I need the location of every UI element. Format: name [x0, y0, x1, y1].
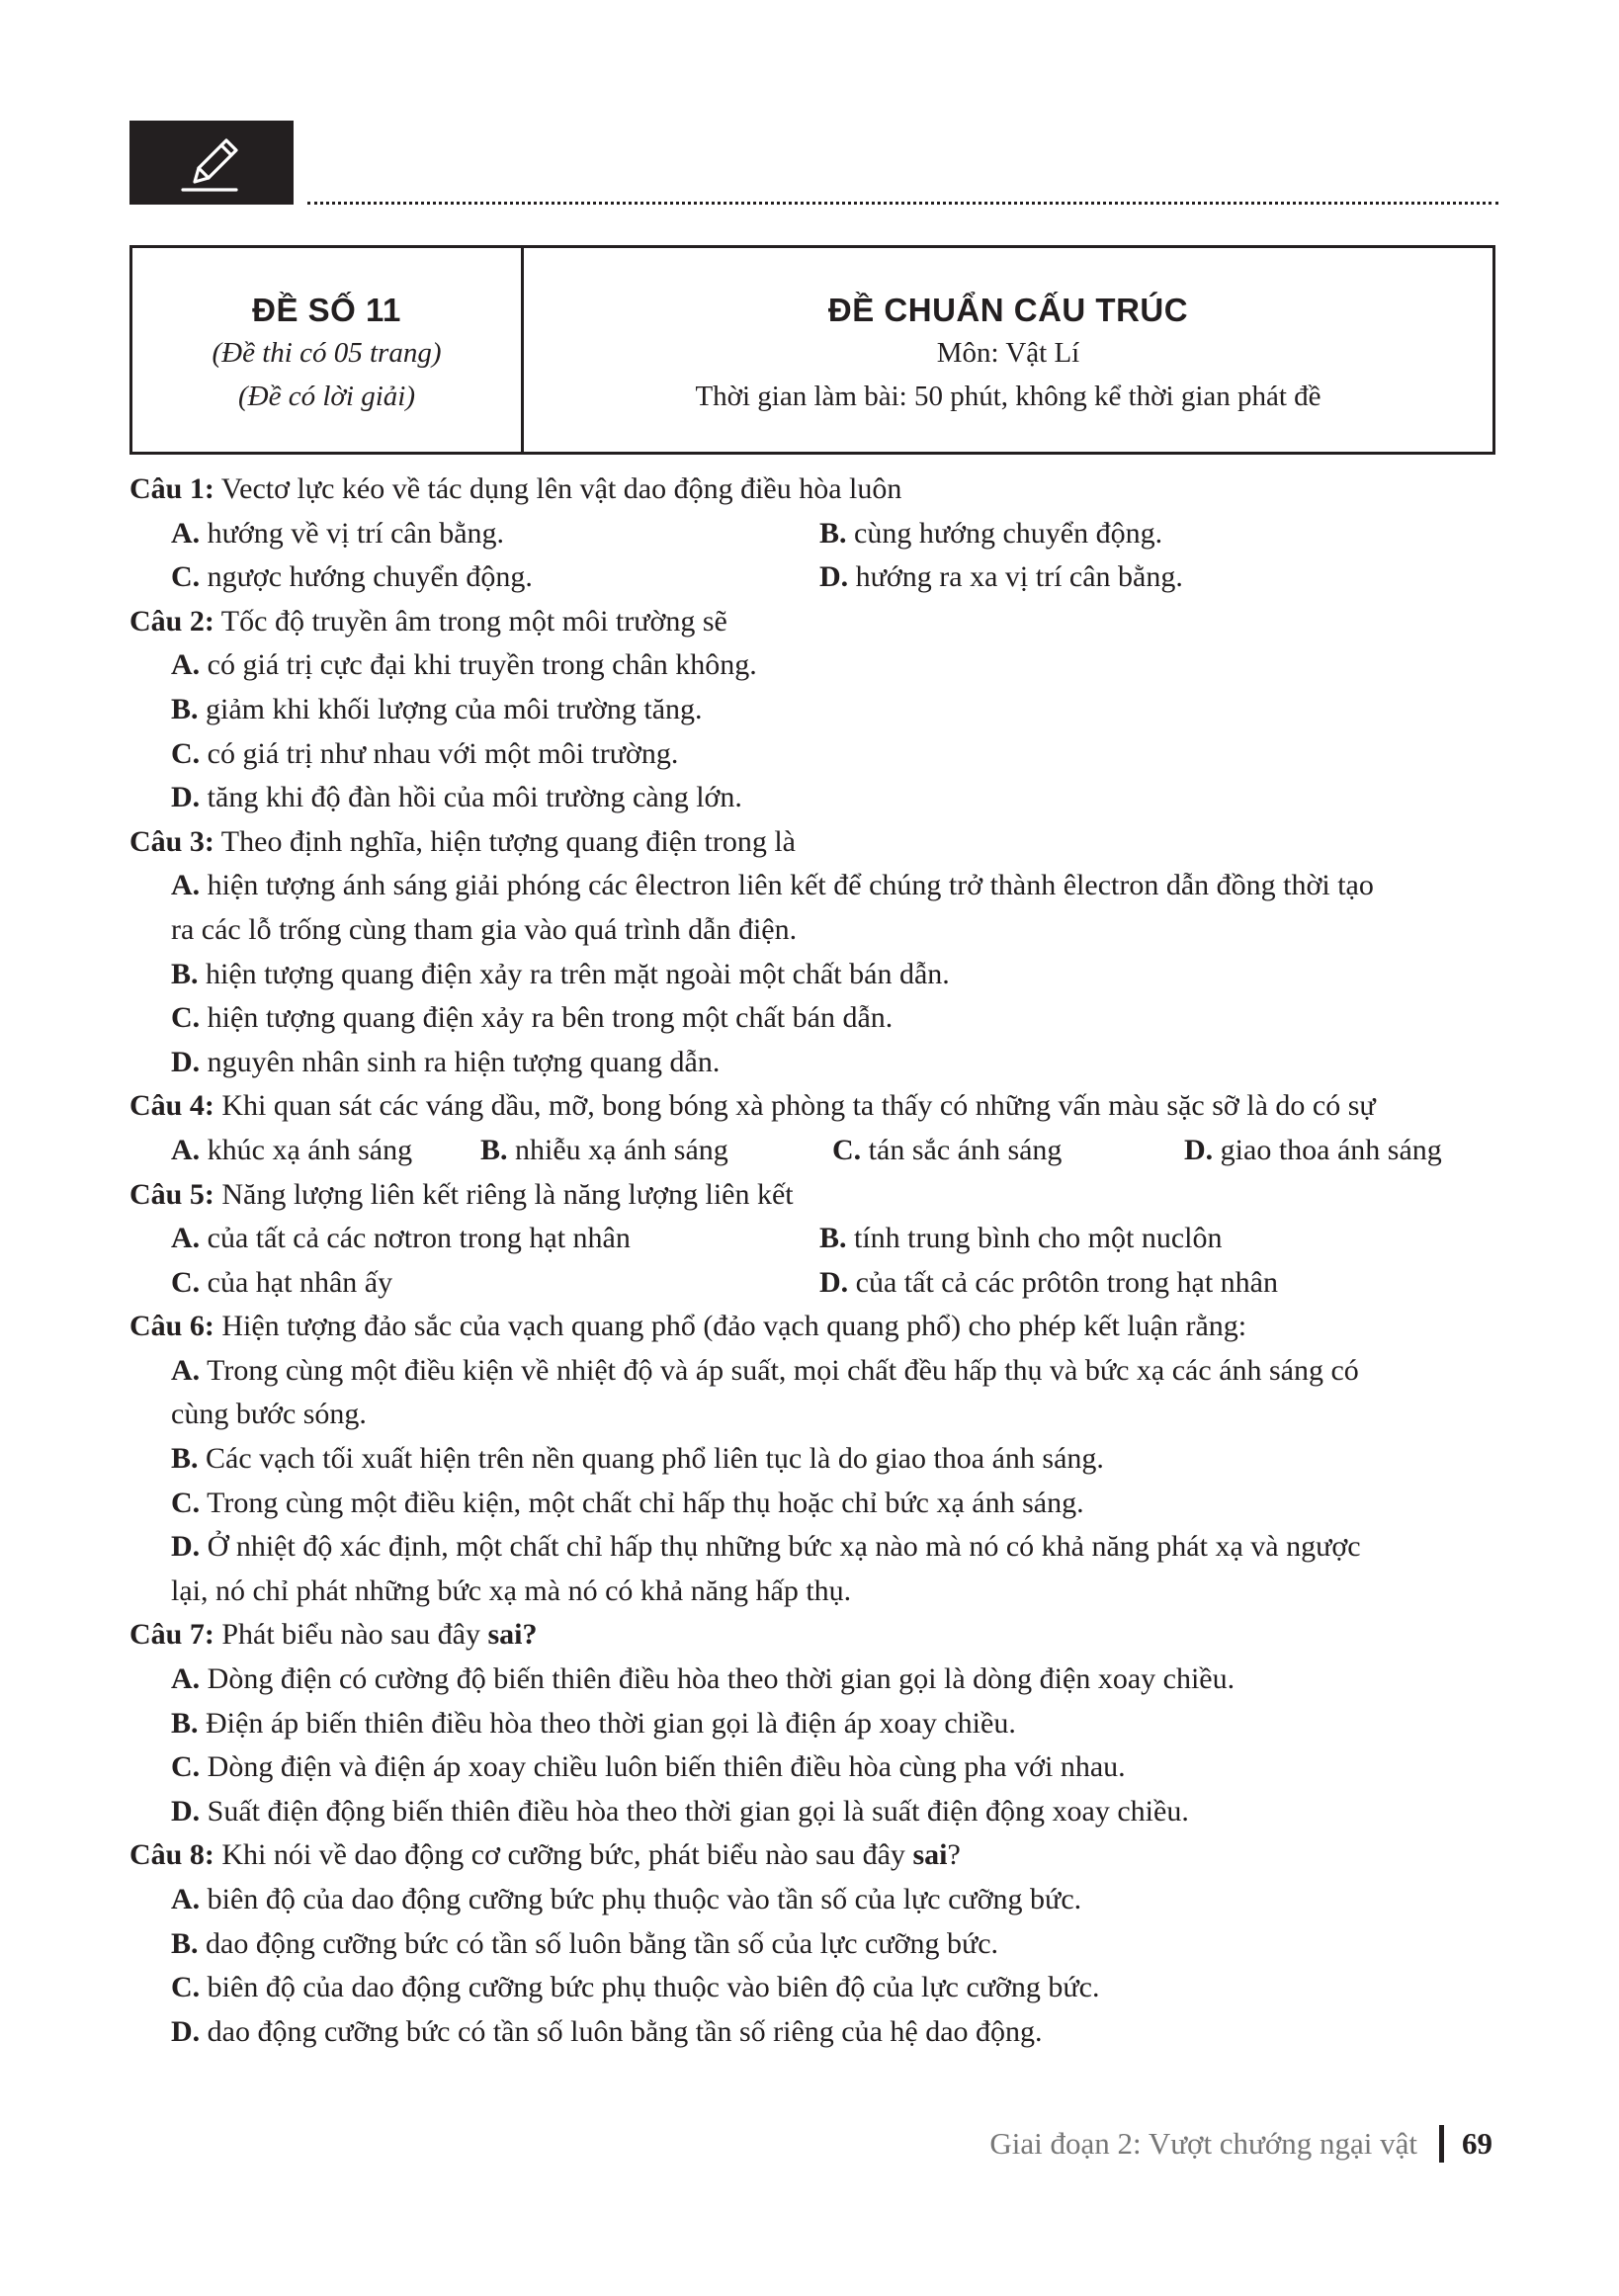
- option-d: D. nguyên nhân sinh ra hiện tượng quang dẫn.: [171, 1045, 721, 1078]
- question-stem: Theo định nghĩa, hiện tượng quang điện trong là: [213, 824, 796, 858]
- question-7: [129, 1613, 1503, 1833]
- option-c: C. tán sắc ánh sáng: [832, 1133, 1063, 1166]
- pencil-icon: [177, 128, 246, 198]
- option-a: A. khúc xạ ánh sáng: [171, 1133, 413, 1166]
- exam-info-cell: [524, 248, 1492, 452]
- question-stem: Vectơ lực kéo về tác dụng lên vật dao động điều hòa luôn: [213, 472, 902, 505]
- pages-note: (Đề thi có 05 trang): [212, 337, 442, 369]
- option-c: C. của hạt nhân ấy: [171, 1265, 393, 1299]
- question-label: Câu 2:: [129, 604, 214, 638]
- question-1: [129, 468, 1503, 600]
- dotted-rule: [307, 202, 1498, 205]
- question-stem: Khi nói về dao động cơ cưỡng bức, phát biểu nào sau đây: [213, 1838, 913, 1872]
- option-c: C. biên độ của dao động cưỡng bức phụ thuộc vào biên độ của lực cưỡng bức.: [171, 1971, 1100, 2004]
- question-8: Câu 8: Khi nói về dao động cơ cưỡng bức, phát biểu nào sau đây sai? A. biên độ của dao động cưỡng bức phụ thuộc vào tần số của lực cưỡng bức. B. dao động cưỡng bức có tần số luôn bằng tần số của lực cưỡng bức. C. biên độ của dao động cưỡng bức phụ thuộc vào biên độ của lực cưỡng bức. D. dao động cưỡng bức có tần số luôn bằng tần số riêng của hệ dao động.: [129, 1833, 1503, 2054]
- option-c: C. ngược hướng chuyển động.: [171, 560, 533, 594]
- option-d: D. hướng ra xa vị trí cân bằng.: [819, 560, 1183, 594]
- option-b: B. giảm khi khối lượng của môi trường tăng.: [171, 692, 703, 725]
- option-d-continuation: lại, nó chỉ phát những bức xạ mà nó có khả năng hấp thụ.: [171, 1573, 852, 1607]
- option-a: A. biên độ của dao động cưỡng bức phụ thuộc vào tần số của lực cưỡng bức.: [171, 1883, 1082, 1915]
- question-stem: Tốc độ truyền âm trong một môi trường sẽ: [213, 604, 727, 638]
- option-b: B. dao động cưỡng bức có tần số luôn bằng tần số của lực cưỡng bức.: [171, 1926, 999, 1960]
- option-d: D. Ở nhiệt độ xác định, một chất chỉ hấp thụ những bức xạ nào mà nó có khả năng phát xạ và ngược lại, nó chỉ phát những bức xạ mà nó có khả năng hấp thụ.: [171, 1530, 1361, 1607]
- option-a: A. có giá trị cực đại khi truyền trong chân không.: [171, 648, 757, 682]
- option-d: D. tăng khi độ đàn hồi của môi trường càng lớn.: [171, 781, 742, 814]
- option-a: A. Dòng điện có cường độ biến thiên điều hòa theo thời gian gọi là dòng điện xoay chiều.: [171, 1662, 1236, 1696]
- question-stem: Năng lượng liên kết riêng là năng lượng liên kết: [213, 1177, 794, 1211]
- question-label: Câu 6:: [129, 1310, 214, 1343]
- duration-line: Thời gian làm bài: 50 phút, không kể thời gian phát đề: [695, 381, 1321, 412]
- solution-note: (Đề có lời giải): [238, 381, 415, 412]
- option-d: D. dao động cưỡng bức có tần số luôn bằng tần số riêng của hệ dao động.: [171, 2014, 1043, 2048]
- option-b: B. tính trung bình cho một nuclôn: [819, 1222, 1223, 1255]
- option-d: D. Suất điện động biến thiên điều hòa theo thời gian gọi là suất điện động xoay chiều.: [171, 1794, 1189, 1828]
- corner-badge: [129, 121, 294, 205]
- question-label: Câu 1:: [129, 472, 214, 505]
- question-stem: Khi quan sát các váng dầu, mỡ, bong bóng xà phòng ta thấy có những vấn màu sặc sỡ là do có sự: [213, 1089, 1376, 1123]
- question-5: [129, 1173, 1503, 1306]
- question-2: [129, 600, 1503, 820]
- option-a: A. hiện tượng ánh sáng giải phóng các êlectron liên kết để chúng trở thành êlectron dẫn đồng thời tạo ra các lỗ trống cùng tham gia vào quá trình dẫn điện.: [171, 869, 1374, 946]
- footer-section-title: Giai đoạn 2: Vượt chướng ngại vật: [989, 2126, 1417, 2161]
- option-c: C. Dòng điện và điện áp xoay chiều luôn biến thiên điều hòa cùng pha với nhau.: [171, 1750, 1126, 1784]
- question-label: Câu 7:: [129, 1618, 214, 1652]
- option-a-continuation: ra các lỗ trống cùng tham gia vào quá trình dẫn điện.: [171, 912, 798, 946]
- question-label: Câu 5:: [129, 1177, 214, 1211]
- question-emphasis: sai: [912, 1838, 948, 1872]
- subject-line: Môn: Vật Lí: [936, 337, 1080, 369]
- option-b: B. Các vạch tối xuất hiện trên nền quang phổ liên tục là do giao thoa ánh sáng.: [171, 1442, 1104, 1476]
- question-4: [129, 1084, 1503, 1172]
- option-c: C. hiện tượng quang điện xảy ra bên trong một chất bán dẫn.: [171, 1001, 894, 1035]
- option-b: B. cùng hướng chuyển động.: [819, 516, 1163, 550]
- question-list: [129, 468, 1503, 2054]
- exam-header-table: [129, 245, 1495, 455]
- option-c: C. có giá trị như nhau với một môi trường.: [171, 736, 679, 770]
- exam-kind: ĐỀ CHUẨN CẤU TRÚC: [827, 292, 1189, 328]
- option-a: A. Trong cùng một điều kiện về nhiệt độ và áp suất, mọi chất đều hấp thụ và bức xạ các ánh sáng có cùng bước sóng.: [171, 1353, 1359, 1431]
- option-d: D. giao thoa ánh sáng: [1184, 1133, 1442, 1166]
- option-b: B. Điện áp biến thiên điều hòa theo thời gian gọi là điện áp xoay chiều.: [171, 1706, 1016, 1740]
- question-6: [129, 1305, 1503, 1613]
- question-label: Câu 8:: [129, 1838, 214, 1872]
- question-3: [129, 820, 1503, 1085]
- option-a: A. hướng về vị trí cân bằng.: [171, 516, 505, 550]
- question-stem: Hiện tượng đảo sắc của vạch quang phổ (đảo vạch quang phổ) cho phép kết luận rằng:: [213, 1310, 1247, 1343]
- question-stem: Phát biểu nào sau đây: [213, 1618, 488, 1652]
- page-footer: [989, 2122, 1492, 2166]
- question-label: Câu 3:: [129, 824, 214, 858]
- exam-id-cell: [132, 248, 524, 452]
- option-b: B. hiện tượng quang điện xảy ra trên mặt ngoài một chất bán dẫn.: [171, 957, 950, 990]
- question-emphasis: sai?: [487, 1618, 538, 1652]
- footer-divider: [1439, 2125, 1444, 2163]
- question-label: Câu 4:: [129, 1089, 214, 1123]
- option-c: C. Trong cùng một điều kiện, một chất chỉ hấp thụ hoặc chỉ bức xạ ánh sáng.: [171, 1486, 1084, 1519]
- option-a: A. của tất cả các nơtron trong hạt nhân: [171, 1222, 631, 1255]
- option-a-continuation: cùng bước sóng.: [171, 1398, 367, 1431]
- exam-number: ĐỀ SỐ 11: [252, 292, 401, 328]
- option-d: D. của tất cả các prôtôn trong hạt nhân: [819, 1265, 1278, 1299]
- option-b: B. nhiễu xạ ánh sáng: [480, 1133, 728, 1166]
- page-number: 69: [1462, 2126, 1492, 2161]
